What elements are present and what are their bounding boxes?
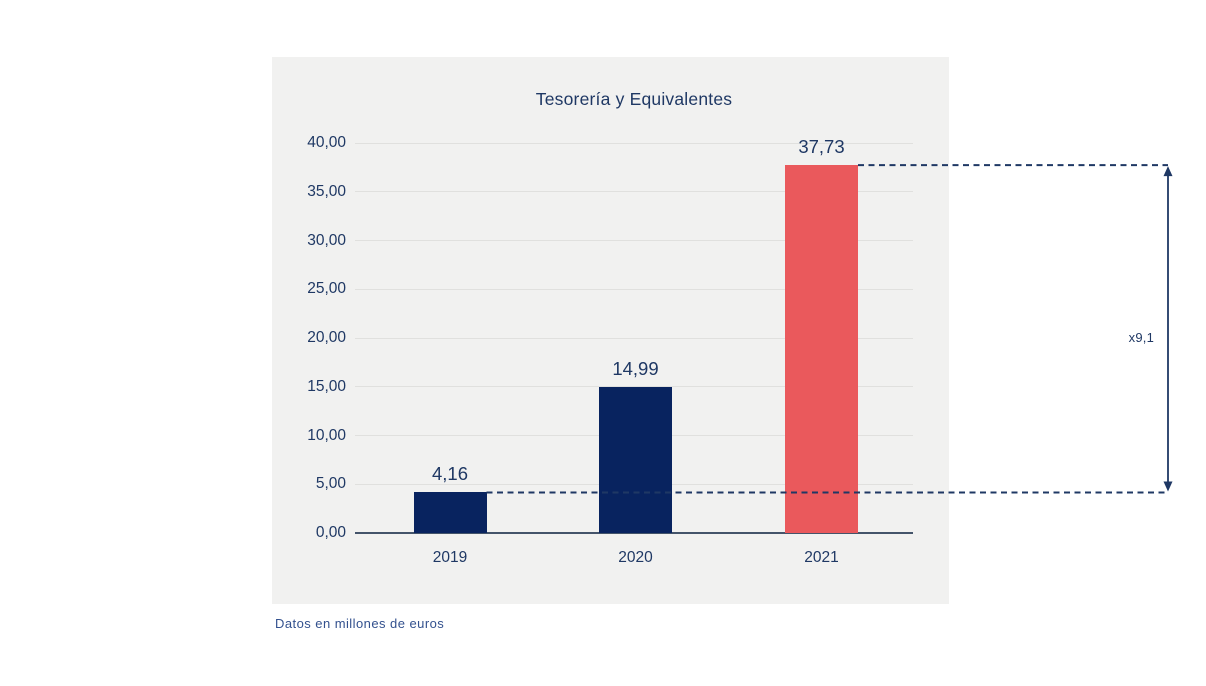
y-tick-label: 35,00 — [307, 182, 346, 200]
chart-title: Tesorería y Equivalentes — [535, 89, 733, 109]
y-tick-label: 10,00 — [307, 426, 346, 444]
y-tick-label: 15,00 — [307, 377, 346, 395]
bar-2019 — [414, 492, 487, 533]
bar-2021 — [785, 165, 858, 533]
y-tick-label: 25,00 — [307, 280, 346, 298]
x-tick-label: 2019 — [432, 549, 468, 566]
y-tick-label: 30,00 — [307, 231, 346, 249]
multiplier-label: x9,1 — [1128, 330, 1154, 345]
bar-value-label: 37,73 — [798, 136, 845, 158]
x-tick-label: 2021 — [804, 549, 839, 566]
bar-value-label: 4,16 — [431, 463, 468, 485]
bar-2020 — [599, 387, 672, 533]
footer-note: Datos en millones de euros — [275, 616, 445, 631]
bar-value-label: 14,99 — [612, 357, 659, 379]
y-tick-label: 0,00 — [315, 524, 346, 541]
x-tick-label: 2020 — [618, 549, 653, 566]
y-tick-label: 20,00 — [307, 329, 346, 346]
y-tick-label: 5,00 — [315, 475, 346, 493]
y-tick-label: 40,00 — [307, 134, 346, 151]
